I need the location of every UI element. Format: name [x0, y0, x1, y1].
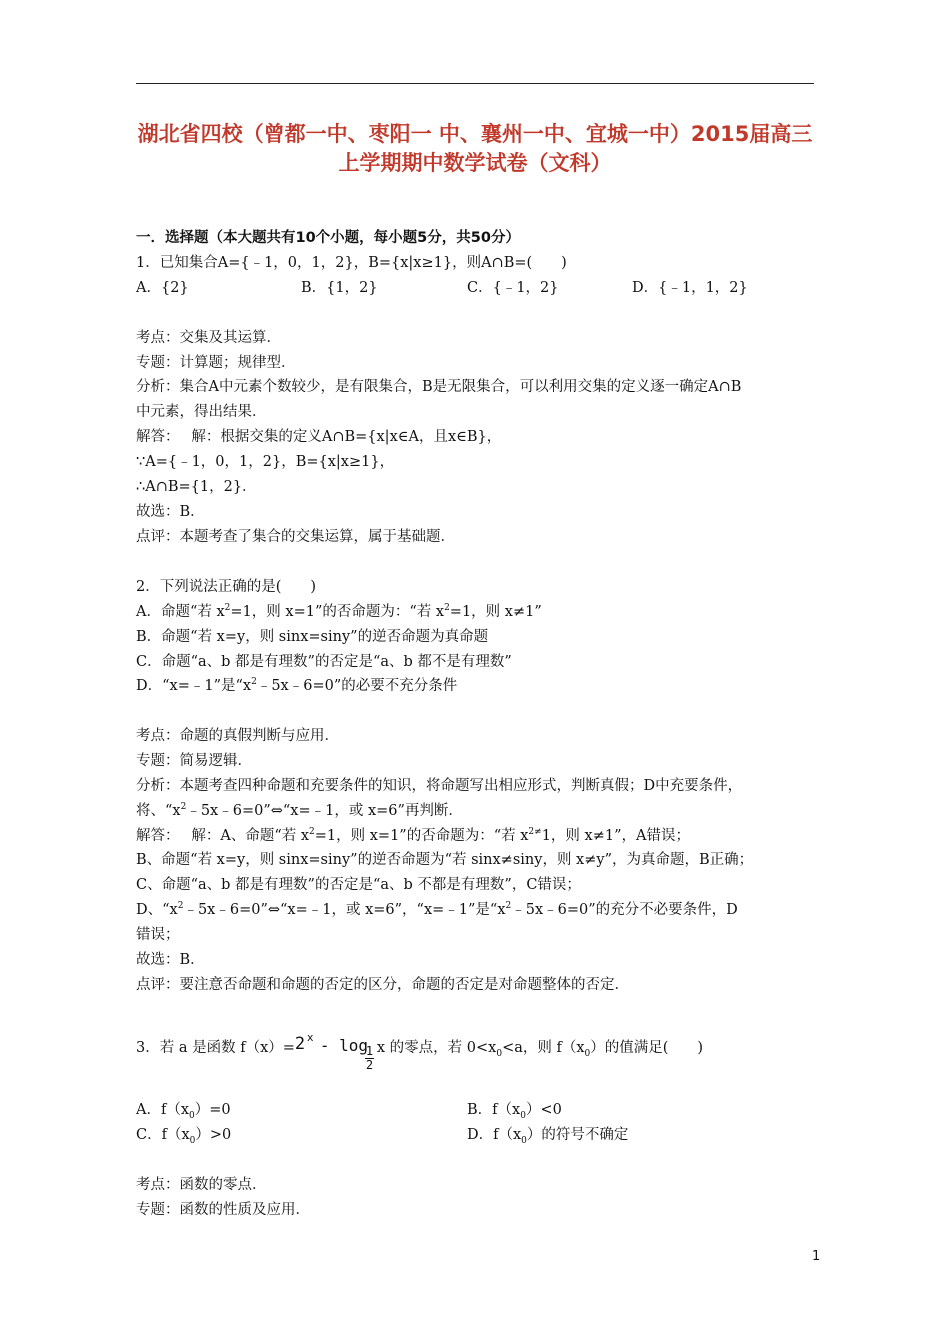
q2-jieda-line4: D、“$x^2﹣5x﹣6=0”\Leftrightarrow“x=﹣1$，或 x=6”，“x=﹣1”是“$x^2﹣5x﹣6=0$”的充分不必要条件，D [136, 901, 738, 918]
q2-option-a: A．命题“若 $x^2=1$，则 x=1”的否命题为：“若 $x^2=1$，则 x≠1” [136, 603, 542, 620]
q2-jieda-line5: 错误； [136, 927, 180, 943]
q1-option-a: A．{2} [136, 280, 189, 296]
q2-stem: 2．下列说法正确的是( ) [136, 579, 317, 595]
q1-zhuanti: 专题：计算题；规律型． [136, 355, 296, 371]
q2-jieda-line3: C、命题“a、b 都是有理数”的否定是“a、b 不都是有理数”，C错误； [136, 877, 581, 893]
q3-option-c: C．$f(x_0)>0$ [136, 1127, 232, 1146]
q3-option-a: A．$f(x_0)=0$ [136, 1102, 231, 1121]
q3-zhuanti: 专题：函数的性质及应用． [136, 1202, 310, 1218]
q3-option-d: D．$f(x_0)$的符号不确定 [467, 1127, 629, 1146]
q1-jieda-line2: ∵A={﹣1，0，1，2}，B={x|x≥1}， [136, 454, 395, 470]
q2-dianping: 点评：要注意否命题和命题的否定的区分，命题的否定是对命题整体的否定． [136, 977, 629, 993]
q3-function-formula: 2 x - log $\frac{1}{2}$ [294, 1031, 374, 1072]
q2-option-d: D．“x=﹣1”是“$x^2﹣5x﹣6=0$”的必要不充分条件 [136, 677, 458, 694]
q3-stem: 3．若 a 是函数 f（x）= 2 x - log $\frac{1}{2}$ x 的零点，若 $0<x_0<a$，则 $f(x_0)$的值满足( ) [136, 1031, 704, 1072]
header-rule [136, 83, 814, 84]
q1-fenxi-line1: 分析：集合A中元素个数较少，是有限集合，B是无限集合，可以利用交集的定义逐一确定A∩B [136, 379, 742, 395]
q2-option-b: B．命题“若 x=y，则 sinx=siny”的逆否命题为真命题 [136, 629, 489, 645]
q2-jieda-line1: 解答： 解：A、命题“若 $x^2=1$，则 x=1”的否命题为：“若 $x^{2\ne}1$，则 x≠1”，A错误； [136, 827, 690, 844]
q1-option-b: B．{1，2} [301, 280, 378, 296]
q2-fenxi-line1: 分析：本题考查四种命题和充要条件的知识，将命题写出相应形式，判断真假；D中充要条件， [136, 778, 743, 794]
q2-jieda-line2: B、命题“若 x=y，则 sinx=siny”的逆否命题为“若 sinx≠siny，则 x≠y”，为真命题，B正确； [136, 852, 754, 868]
q1-option-d: D．{﹣1，1，2} [632, 280, 748, 296]
q2-kaodian: 考点：命题的真假判断与应用． [136, 728, 339, 744]
q1-jieda-line1: 解答： 解：根据交集的定义A∩B={x|x∈A，且x∈B}， [136, 429, 502, 445]
q2-option-c: C．命题“a、b 都是有理数”的否定是“a、b 都不是有理数” [136, 654, 512, 670]
q3-kaodian: 考点：函数的零点． [136, 1177, 267, 1193]
q1-stem: 1．已知集合A={﹣1，0，1，2}，B={x|x≥1}，则A∩B=( ) [136, 255, 567, 271]
q3-option-b: B．$f(x_0)<0$ [467, 1102, 562, 1121]
document-title [136, 120, 814, 178]
q1-kaodian: 考点：交集及其运算． [136, 330, 281, 346]
title-line-1: 湖北省四校（曾都一中、枣阳一 中、襄州一中、宜城一中）2015届高三 [137, 122, 813, 146]
title-line-2: 上学期期中数学试卷（文科） [338, 151, 612, 175]
q1-option-c: C．{﹣1，2} [467, 280, 559, 296]
section-heading: 一．选择题（本大题共有10个小题，每小题5分，共50分） [136, 230, 520, 246]
q1-dianping: 点评：本题考查了集合的交集运算，属于基础题． [136, 529, 455, 545]
q1-guxuan: 故选：B． [136, 504, 205, 520]
q1-fenxi-line2: 中元素，得出结果． [136, 404, 267, 420]
q1-jieda-line3: ∴A∩B={1，2}． [136, 479, 257, 495]
q2-zhuanti: 专题：简易逻辑． [136, 753, 252, 769]
q2-fenxi-line2: 将、“$x^2﹣5x﹣6=0”\Leftrightarrow“x=﹣1$，或 x=6”再判断． [136, 802, 463, 819]
q2-guxuan: 故选：B． [136, 952, 205, 968]
page-number: 1 [812, 1249, 821, 1264]
